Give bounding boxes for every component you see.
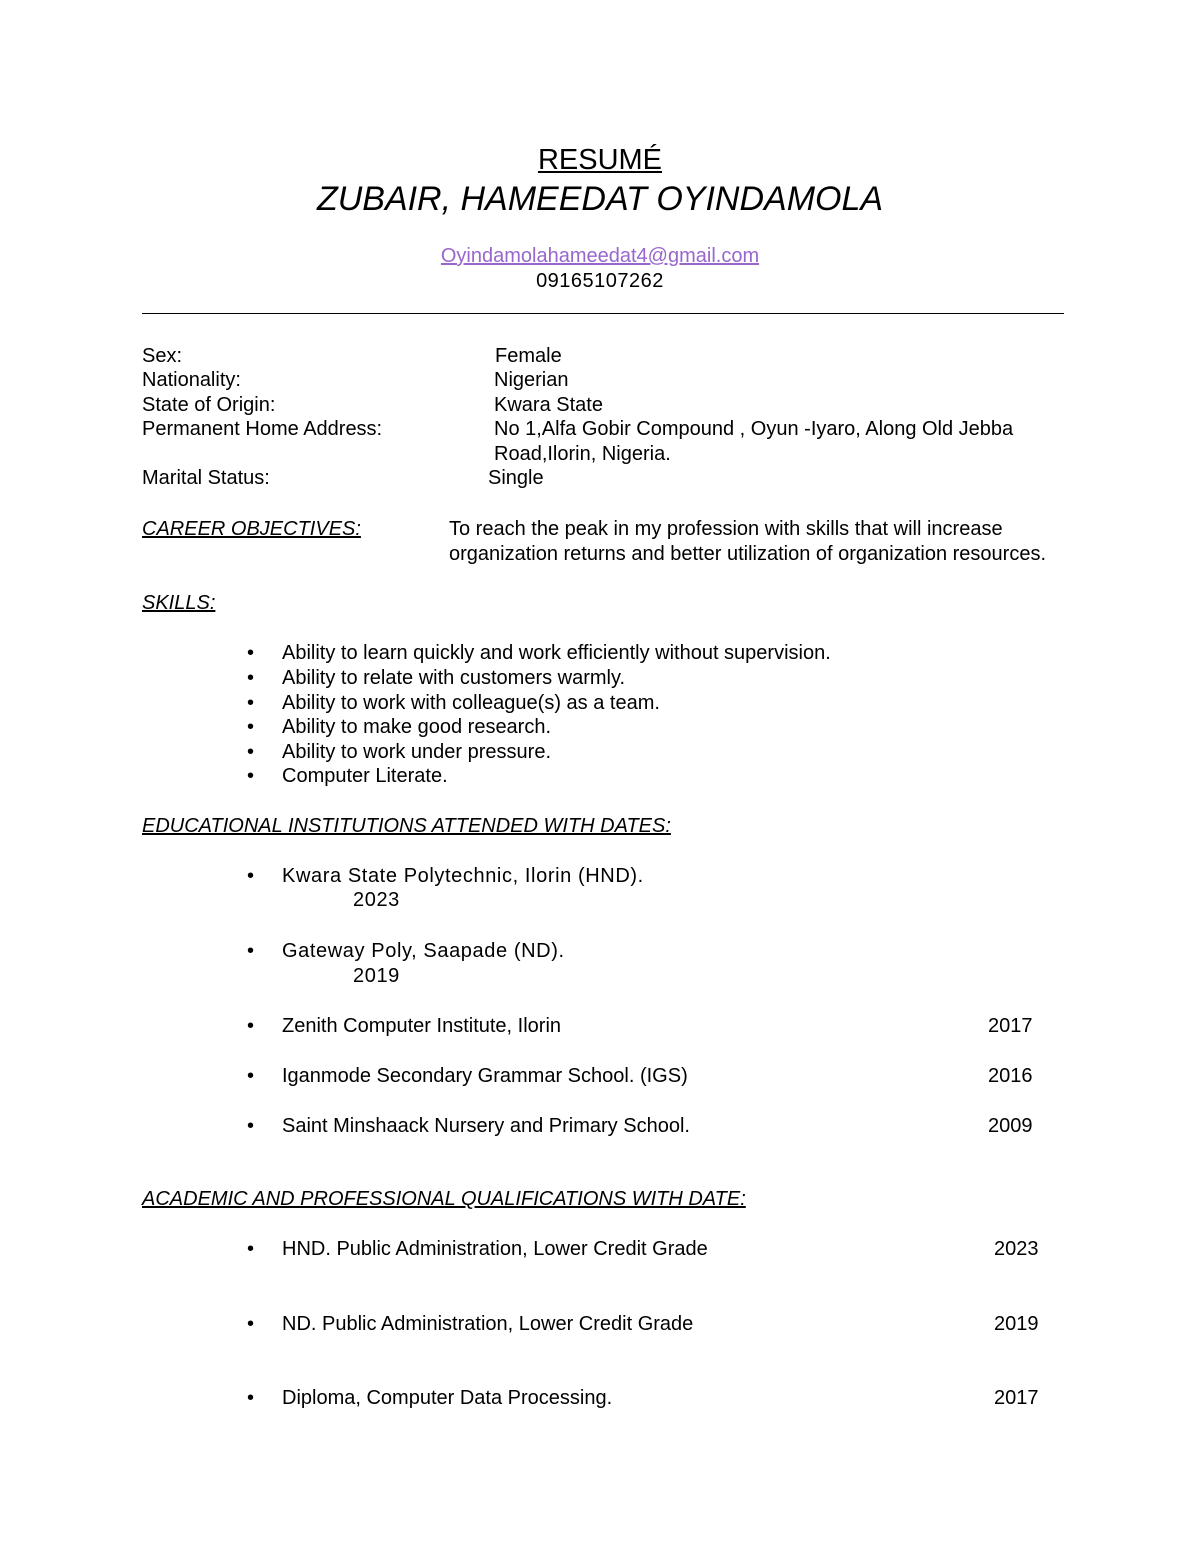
bullet-icon: •	[247, 1115, 255, 1137]
applicant-name: ZUBAIR, HAMEEDAT OYINDAMOLA	[316, 180, 884, 218]
nationality-value: Nigerian	[494, 369, 569, 391]
career-heading: CAREER OBJECTIVES:	[142, 518, 361, 540]
address-line-2: Road,Ilorin, Nigeria.	[494, 443, 671, 465]
address-line-1: No 1,Alfa Gobir Compound , Oyun -Iyaro, Along Old Jebba	[494, 418, 1014, 440]
bullet-icon: •	[247, 865, 255, 887]
nationality-label: Nationality:	[142, 369, 241, 391]
qualification-item-name: HND. Public Administration, Lower Credit Grade	[282, 1238, 708, 1260]
education-item-year: 2023	[353, 889, 400, 911]
marital-label: Marital Status:	[142, 467, 270, 489]
origin-value: Kwara State	[494, 394, 603, 416]
qualification-item-year: 2019	[994, 1313, 1039, 1335]
education-item-name: Saint Minshaack Nursery and Primary School.	[282, 1115, 690, 1137]
bullet-icon: •	[247, 940, 255, 962]
skill-item: Ability to work under pressure.	[282, 741, 552, 763]
skill-item: Ability to make good research.	[282, 716, 552, 738]
qualifications-heading: ACADEMIC AND PROFESSIONAL QUALIFICATIONS WITH DATE:	[142, 1188, 746, 1210]
bullet-icon: •	[247, 716, 255, 738]
skill-item: Ability to relate with customers warmly.	[282, 667, 626, 689]
bullet-icon: •	[247, 765, 255, 787]
career-text: To reach the peak in my profession with skills that will increase organization returns and better utilization of organization resources.	[449, 518, 1047, 565]
bullet-icon: •	[247, 667, 255, 689]
qualification-item-year: 2023	[994, 1238, 1039, 1260]
bullet-icon: •	[247, 1238, 255, 1260]
skill-item: Computer Literate.	[282, 765, 448, 787]
skill-item: Ability to learn quickly and work efficiently without supervision.	[282, 642, 831, 664]
education-item-year: 2009	[988, 1115, 1033, 1137]
origin-label: State of Origin:	[142, 394, 276, 416]
education-item-year: 2019	[353, 965, 400, 987]
qualification-item-year: 2017	[994, 1387, 1039, 1409]
bullet-icon: •	[247, 1387, 255, 1409]
bullet-icon: •	[247, 1313, 255, 1335]
education-item-year: 2016	[988, 1065, 1033, 1087]
education-item-name: Iganmode Secondary Grammar School. (IGS)	[282, 1065, 688, 1087]
qualification-item-name: Diploma, Computer Data Processing.	[282, 1387, 613, 1409]
bullet-icon: •	[247, 741, 255, 763]
bullet-icon: •	[247, 1065, 255, 1087]
sex-value: Female	[495, 345, 562, 367]
education-item-name: Zenith Computer Institute, Ilorin	[282, 1015, 562, 1037]
bullet-icon: •	[247, 642, 255, 664]
bullet-icon: •	[247, 692, 255, 714]
skill-item: Ability to work with colleague(s) as a team.	[282, 692, 660, 714]
education-item-name: Gateway Poly, Saapade (ND).	[282, 940, 565, 962]
marital-value: Single	[488, 467, 544, 489]
qualification-item-name: ND. Public Administration, Lower Credit Grade	[282, 1313, 694, 1335]
address-label: Permanent Home Address:	[142, 418, 383, 440]
skills-heading: SKILLS:	[142, 592, 216, 614]
sex-label: Sex:	[142, 345, 183, 367]
education-heading: EDUCATIONAL INSTITUTIONS ATTENDED WITH DATES:	[142, 815, 671, 837]
document-title: RESUMÉ	[537, 144, 663, 176]
education-item-year: 2017	[988, 1015, 1033, 1037]
email-link[interactable]: Oyindamolahameedat4@gmail.com	[440, 245, 760, 267]
phone-number: 09165107262	[536, 270, 664, 292]
bullet-icon: •	[247, 1015, 255, 1037]
horizontal-rule	[142, 313, 1064, 314]
education-item-name: Kwara State Polytechnic, Ilorin (HND).	[282, 865, 644, 887]
